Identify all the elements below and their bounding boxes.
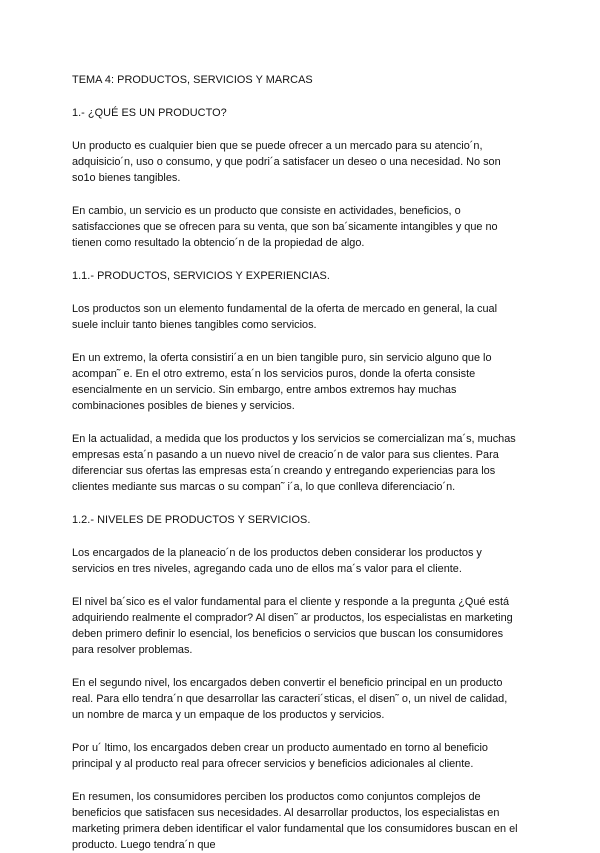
paragraph-line: principal y al producto real para ofrecer servicios y beneficios adicionales al cliente.	[72, 758, 474, 770]
paragraph-line: satisfacciones que se ofrecen para su venta, que son ba´sicamente intangibles y que no	[72, 221, 498, 233]
paragraph-line: beneficios que satisfacen sus necesidades. Al desarrollar productos, los especialistas en	[72, 807, 500, 819]
document-title: TEMA 4: PRODUCTOS, SERVICIOS Y MARCAS	[72, 74, 313, 86]
paragraph-line: En un extremo, la oferta consistiri´a en un bien tangible puro, sin servicio alguno que lo	[72, 352, 492, 364]
paragraph-line: clientes mediante sus marcas o su compan˜ i´a, lo que conlleva diferenciacio´n.	[72, 481, 456, 493]
paragraph-2	[72, 203, 530, 251]
paragraph-line: marketing primera deben identificar el valor fundamental que los consumidores buscan en el	[72, 823, 518, 835]
paragraph-line: Por u´ ltimo, los encargados deben crear un producto aumentado en torno al beneficio	[72, 742, 488, 754]
paragraph-line: suele incluir tanto bienes tangibles como servicios.	[72, 319, 317, 331]
paragraph-line: En cambio, un servicio es un producto que consiste en actividades, beneficios, o	[72, 205, 461, 217]
paragraph-line: real. Para ello tendra´n que desarrollar las caracteri´sticas, el disen˜ o, un nivel de calidad,	[72, 693, 508, 705]
paragraph-9	[72, 740, 530, 772]
section-heading-1: 1.- ¿QUÉ ES UN PRODUCTO?	[72, 107, 227, 119]
paragraph-line: para resolver problemas.	[72, 644, 193, 656]
paragraph-line: El nivel ba´sico es el valor fundamental para el cliente y responde a la pregunta ¿Qué está	[72, 596, 510, 608]
paragraph-line: Los productos son un elemento fundamental de la oferta de mercado en general, la cual	[72, 303, 498, 315]
paragraph-line: En resumen, los consumidores perciben los productos como conjuntos complejos de	[72, 791, 481, 803]
paragraph-line: diferenciar sus ofertas las empresas esta´n creando y entregando experiencias para los	[72, 465, 496, 477]
paragraph-line: adquisicio´n, uso o consumo, y que podri´a satisfacer un deseo o una necesidad. No son	[72, 156, 501, 168]
section-heading-1-2: 1.2.- NIVELES DE PRODUCTOS Y SERVICIOS.	[72, 514, 311, 526]
paragraph-line: servicios en tres niveles, agregando cada uno de ellos ma´s valor para el cliente.	[72, 563, 462, 575]
paragraph-line: so1o bienes tangibles.	[72, 172, 181, 184]
paragraph-8	[72, 675, 530, 723]
paragraph-line: Los encargados de la planeacio´n de los productos deben considerar los productos y	[72, 547, 482, 559]
paragraph-line: esencialmente en un servicio. Sin embargo, entre ambos extremos hay muchas	[72, 384, 457, 396]
paragraph-3	[72, 301, 530, 333]
paragraph-line: En el segundo nivel, los encargados deben convertir el beneficio principal en un producto	[72, 677, 503, 689]
paragraph-line: acompan˜ e. En el otro extremo, esta´n los servicios puros, donde la oferta consiste	[72, 368, 476, 380]
paragraph-7	[72, 594, 530, 658]
paragraph-line: Un producto es cualquier bien que se puede ofrecer a un mercado para su atencio´n,	[72, 140, 483, 152]
paragraph-4	[72, 350, 530, 414]
paragraph-line: adquiriendo realmente el comprador? Al disen˜ ar productos, los especialistas en marketing	[72, 612, 513, 624]
paragraph-line: deben primero definir lo esencial, los beneficios o servicios que buscan los consumidores	[72, 628, 504, 640]
paragraph-line: un nombre de marca y un empaque de los productos y servicios.	[72, 709, 385, 721]
paragraph-6	[72, 545, 530, 577]
paragraph-line: tienen como resultado la obtencio´n de la propiedad de algo.	[72, 237, 365, 249]
paragraph-1	[72, 138, 530, 186]
paragraph-5	[72, 431, 530, 495]
paragraph-line: producto. Luego tendra´n que	[72, 839, 216, 851]
paragraph-line: En la actualidad, a medida que los productos y los servicios se comercializan ma´s, muchas	[72, 433, 516, 445]
section-heading-1-1: 1.1.- PRODUCTOS, SERVICIOS Y EXPERIENCIAS.	[72, 270, 330, 282]
paragraph-line: empresas esta´n pasando a un nuevo nivel de creacio´n de valor para sus clientes. Para	[72, 449, 499, 461]
paragraph-line: combinaciones posibles de bienes y servicios.	[72, 400, 295, 412]
paragraph-10	[72, 789, 530, 853]
